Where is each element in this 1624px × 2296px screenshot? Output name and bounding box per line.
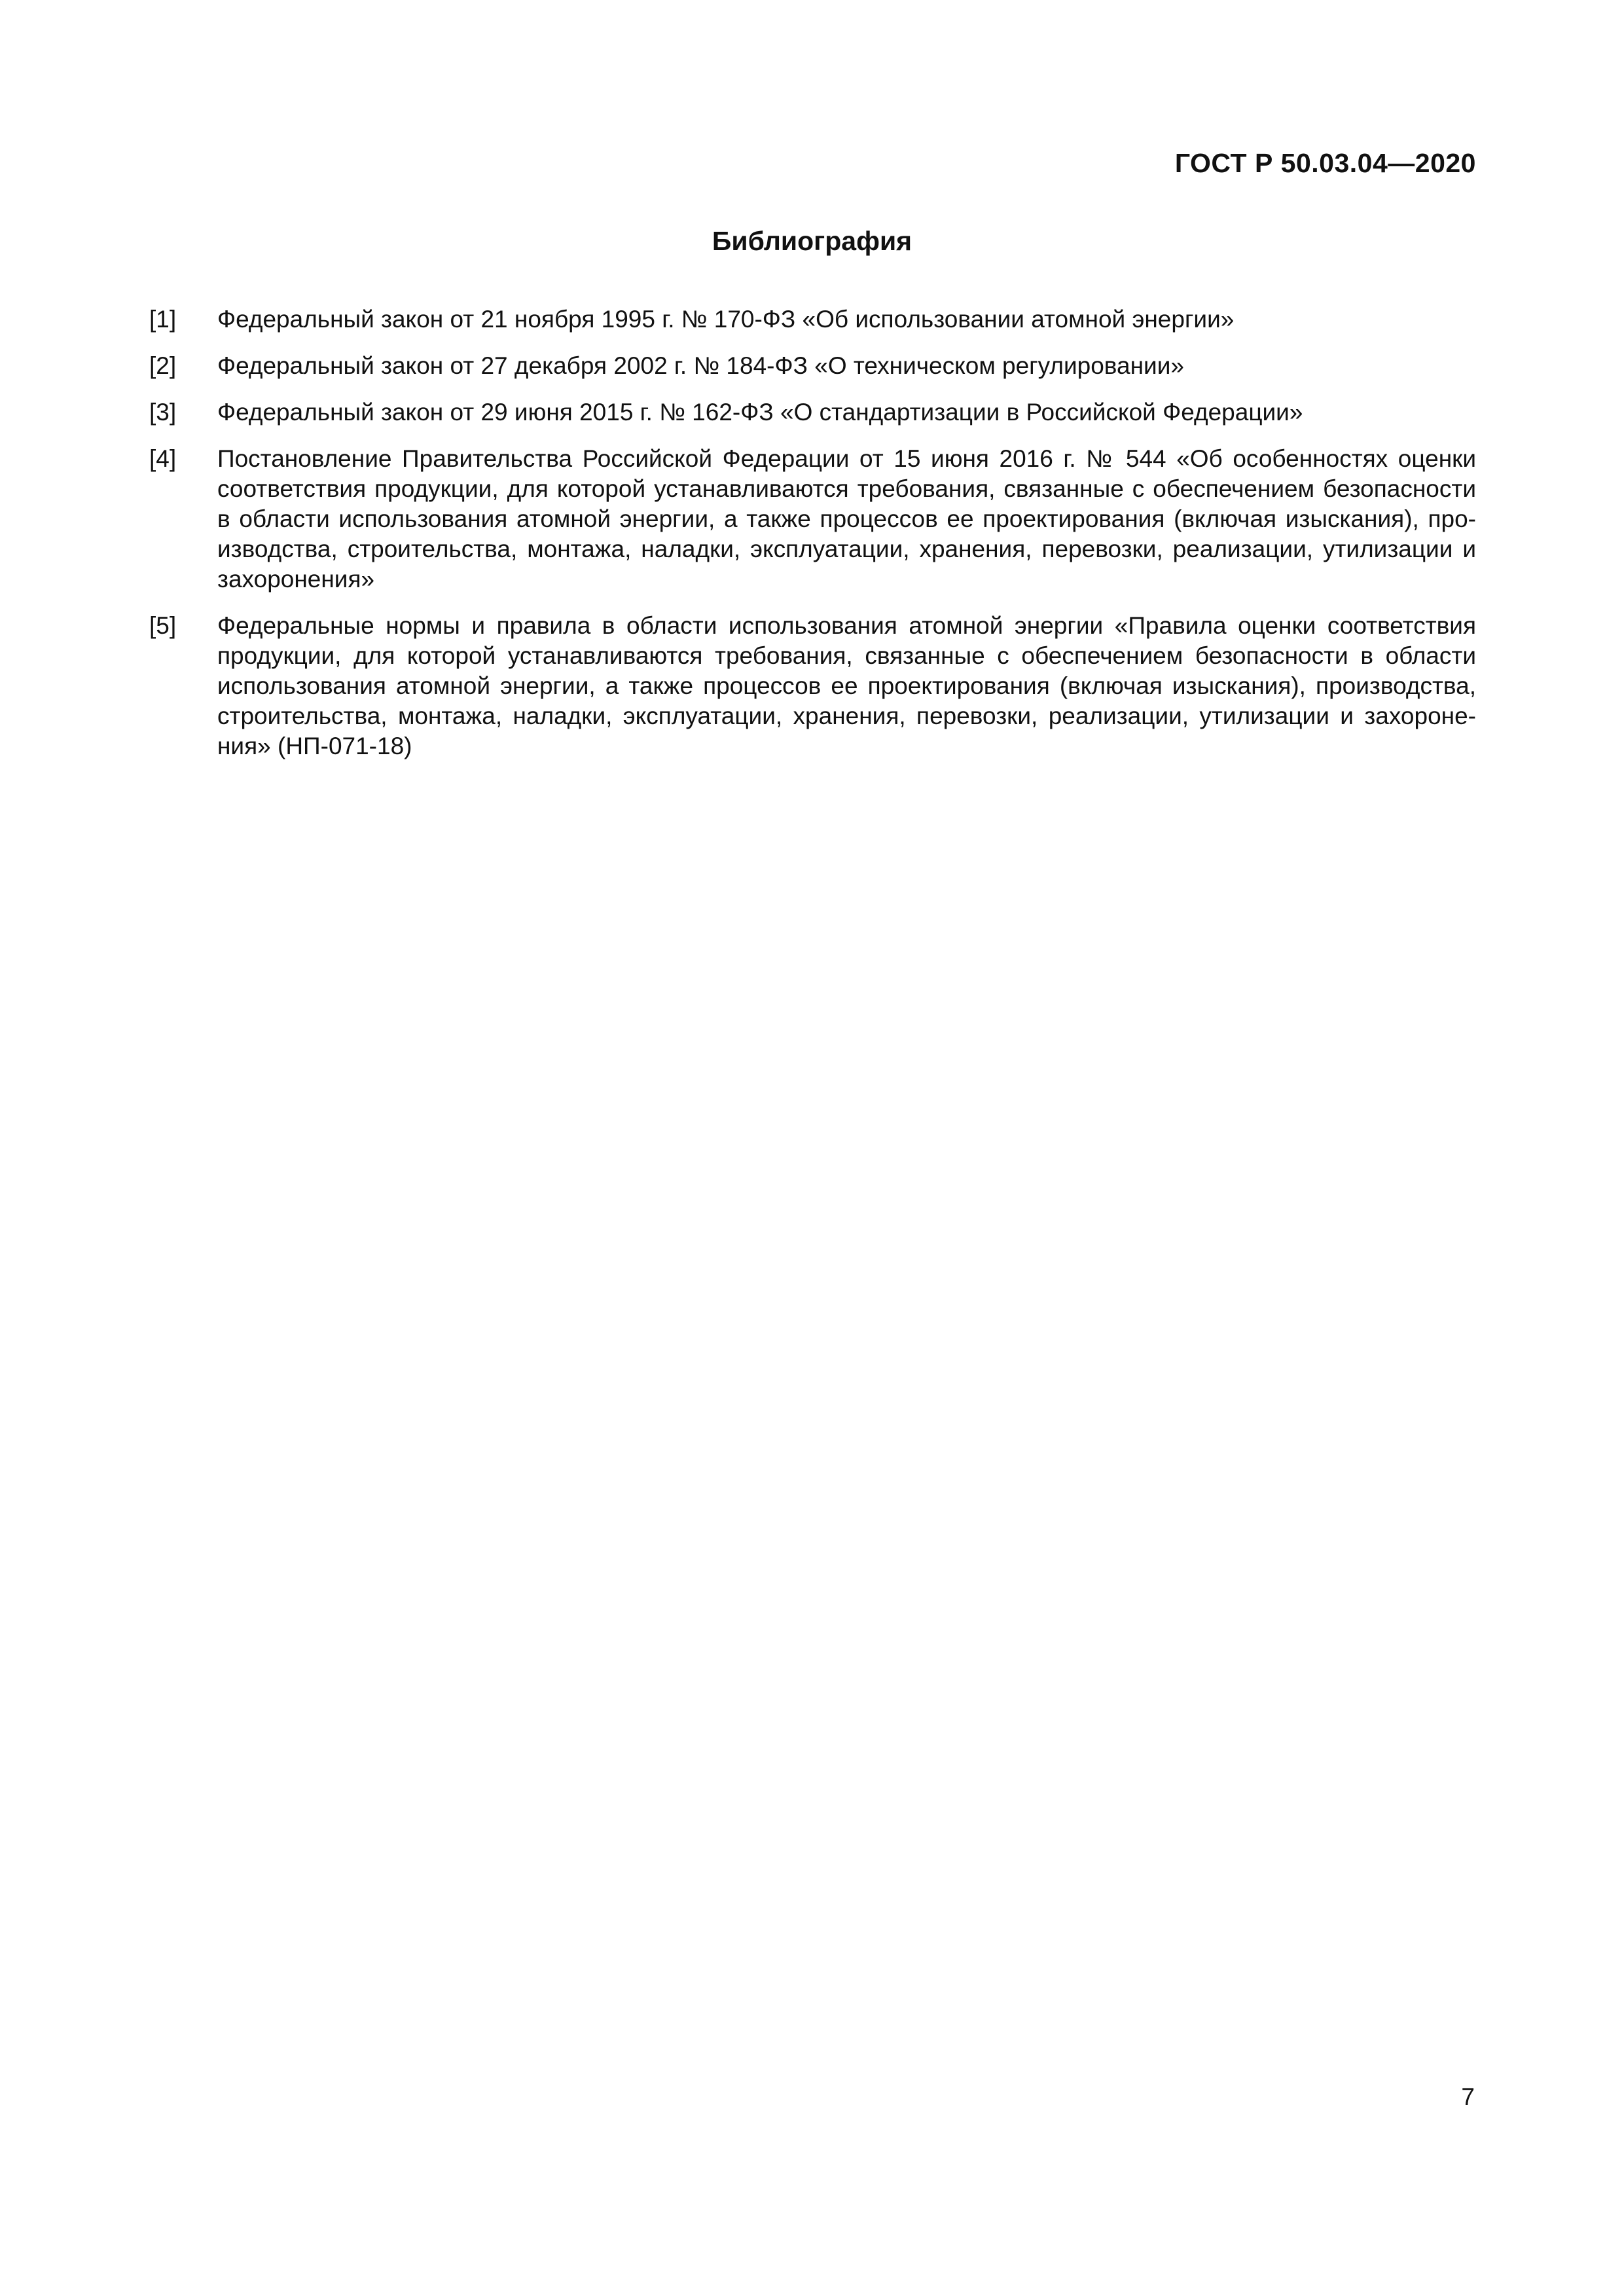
bibliography-entry-line: Постановление Правительства Российской Федерации от 15 июня 2016 г. № 544 «Об особенностях оценки [217,445,1476,472]
bibliography-list [149,304,1476,778]
bibliography-entry-number: [1] [149,306,177,333]
bibliography-entry-number: [3] [149,399,177,426]
bibliography-entry-line: использования атомной энергии, а также процессов ее проектирования (включая изыскания), производства, [217,672,1476,699]
page-number: 7 [1461,2083,1475,2110]
bibliography-entry-line: Федеральный закон от 21 ноября 1995 г. № 170-ФЗ «Об использовании атомной энергии» [217,306,1235,333]
document-code: ГОСТ Р 50.03.04—2020 [1174,148,1476,178]
bibliography-entry-text [217,304,1476,335]
bibliography-entry-text [217,397,1476,428]
bibliography-entry [149,351,1476,381]
bibliography-entry [149,444,1476,594]
bibliography-entry-line: соответствия продукции, для которой устанавливаются требования, связанные с обеспечением безопасности [217,475,1476,502]
bibliography-entry-text [217,611,1476,761]
bibliography-entry-line: строительства, монтажа, наладки, эксплуатации, хранения, перевозки, реализации, утилизации и захороне- [217,702,1476,729]
bibliography-entry-number: [4] [149,445,177,472]
bibliography-entry [149,304,1476,335]
bibliography-entry-number: [2] [149,352,177,379]
bibliography-entry-line: захоронения» [217,566,375,592]
bibliography-entry-text [217,351,1476,381]
bibliography-entry-line: ния» (НП-071-18) [217,733,412,759]
bibliography-entry-line: изводства, строительства, монтажа, наладки, эксплуатации, хранения, перевозки, реализации, утилизации и [217,536,1476,562]
bibliography-entry-line: Федеральные нормы и правила в области использования атомной энергии «Правила оценки соответствия [217,612,1476,639]
bibliography-entry-line: Федеральный закон от 29 июня 2015 г. № 162-ФЗ «О стандартизации в Российской Федерации» [217,399,1303,426]
bibliography-entry [149,397,1476,428]
bibliography-entry-number: [5] [149,612,177,639]
bibliography-entry [149,611,1476,761]
bibliography-entry-line: Федеральный закон от 27 декабря 2002 г. № 184-ФЗ «О техническом регулировании» [217,352,1184,379]
bibliography-entry-text [217,444,1476,594]
bibliography-entry-line: в области использования атомной энергии, а также процессов ее проектирования (включая изыскания), про- [217,505,1476,532]
bibliography-entry-line: продукции, для которой устанавливаются требования, связанные с обеспечением безопасности в области [217,642,1476,669]
section-title: Библиография [712,226,912,256]
